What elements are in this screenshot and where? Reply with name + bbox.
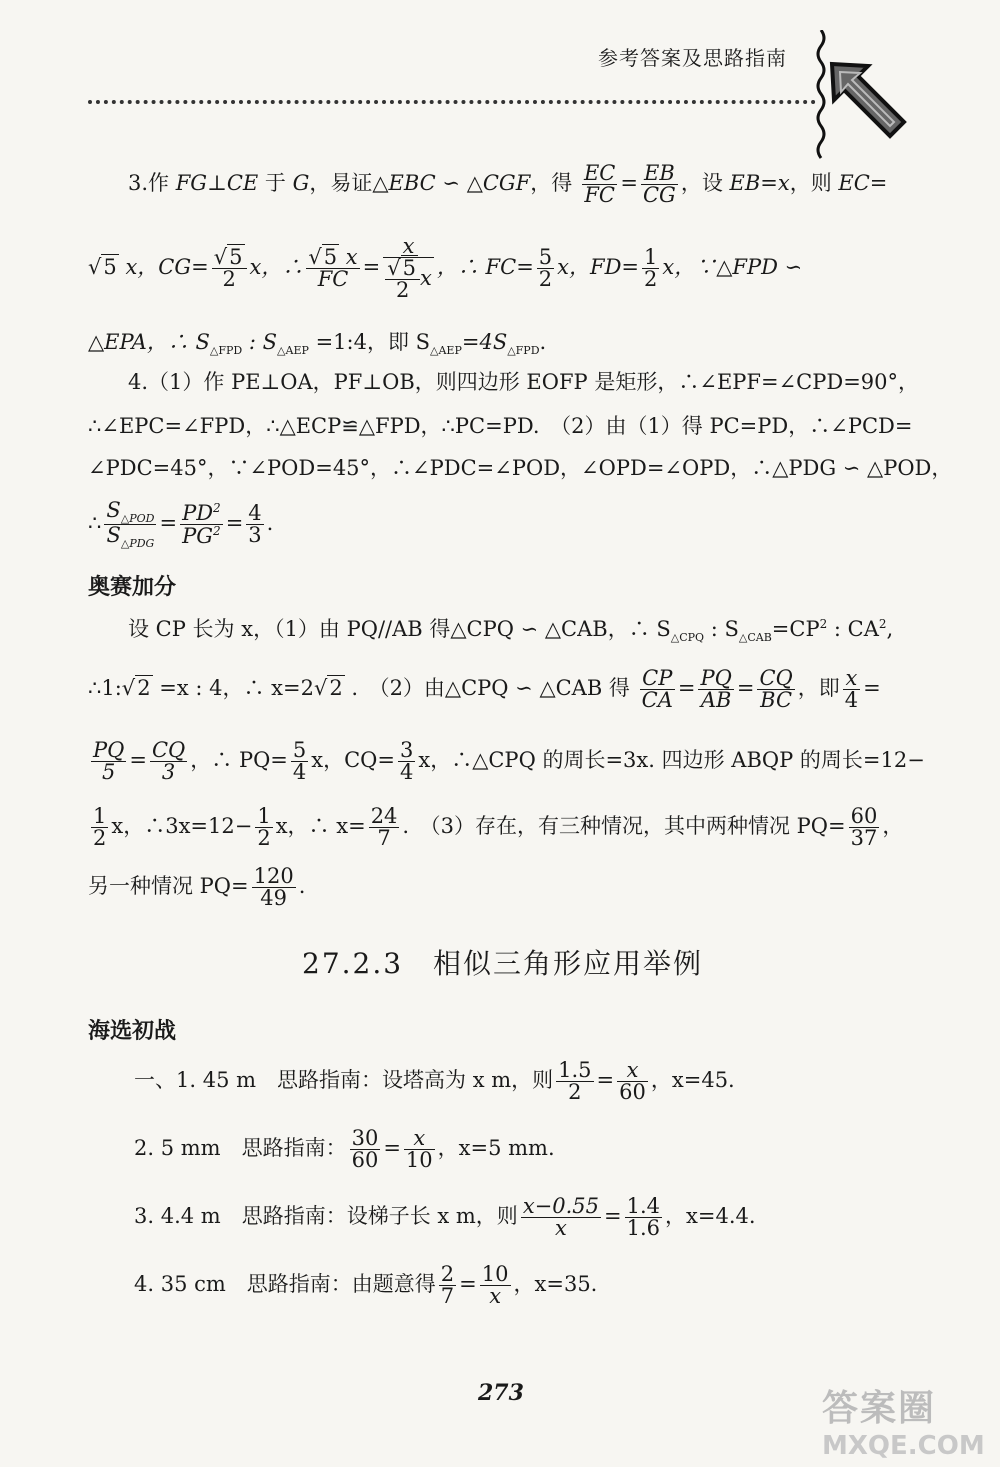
chapter-title: 27.2.3 相似三角形应用举例	[302, 947, 704, 980]
watermark-url: MXQE.COM	[822, 1431, 985, 1461]
olympiad-line-4: $\frac{1}{2}$ x，∴3x=12− $\frac{1}{2}$ x，∴ x= $\frac{24}{7}$ . （3）存在，有三种情况，其中两种情况 PQ= $\frac{60}{37}$ ，	[93, 804, 904, 850]
watermark-text: 答案圈	[822, 1388, 937, 1429]
olympiad-line-5: 另一种情况 PQ= $\frac{120}{49}$ .	[88, 864, 306, 910]
section-olympiad-heading: 奥赛加分	[88, 575, 177, 600]
q3-line-1: 3.作 FG⊥CE 于 G，易证△EBC ∽ △CGF，得 $\frac{EC}{FC}$ = $\frac{EB}{CG}$ ，设 EB=x，则 EC=	[128, 161, 888, 207]
section-sea-heading: 海选初战	[88, 1019, 177, 1044]
q3-line-2: √5 x，CG= $\frac{√5}{2}$ x，∴ $\frac{√5 x}{FC}$ = x $\frac{√5}{2}$ x ，∴ FC= $\frac{5}{2}$ x，FD= $\frac{1}{2}$ x，∵△FPD ∽	[88, 234, 803, 302]
header-divider	[88, 100, 816, 104]
q4-line-1: 4.（1）作 PE⊥OA，PF⊥OB，则四边形 EOFP 是矩形，∴∠EPF=∠CPD=90°，	[128, 370, 920, 394]
arrow-logo-icon	[828, 60, 908, 140]
watermark-logo	[822, 1380, 985, 1461]
sea-answer-1: 一、1. 45 m 思路指南：设塔高为 x m，则 $\frac{1.5}{2}$ = $\frac{x}{60}$ ，x=45.	[134, 1058, 735, 1104]
wave-ornament	[814, 30, 828, 160]
page-number: 273	[478, 1380, 524, 1406]
header-title: 参考答案及思路指南	[598, 46, 787, 70]
olympiad-line-2: ∴1:√2 =x : 4，∴ x=2√2 . （2）由△CPQ ∽ △CAB 得 $\frac{CP}{CA}$ = $\frac{PQ}{AB}$ = $\frac{CQ}{BC}$ ，即 $\frac{x}{4}$ =	[88, 666, 881, 712]
q4-line-3: ∠PDC=45°，∵∠POD=45°，∴∠PDC=∠POD，∠OPD=∠OPD，∴△PDG ∽ △POD，	[88, 456, 953, 480]
q4-line-4: ∴ $\frac{S_{\triangle POD}}{S_{\triangle PDG}}$ = $\frac{PD^2}{PG^2}$ = $\frac{4}{3}$ .	[88, 498, 274, 551]
q4-line-2: ∴∠EPC=∠FPD，∴△ECP≌△FPD，∴PC=PD. （2）由（1）得 PC=PD，∴∠PCD=	[88, 414, 913, 438]
olympiad-line-1: 设 CP 长为 x，（1）由 PQ//AB 得△CPQ ∽ △CAB，∴ $S_{\triangle CPQ}$ : $S_{\triangle CAB}=CP^2$ : $CA^2$,	[128, 617, 894, 645]
sea-answer-2: 2. 5 mm 思路指南： $\frac{30}{60}$ = $\frac{x}{10}$ ，x=5 mm.	[134, 1126, 555, 1172]
olympiad-line-3: $\frac{PQ}{5}$ = $\frac{CQ}{3}$ ，∴ PQ= $\frac{5}{4}$ x，CQ= $\frac{3}{4}$ x，∴△CPQ 的周长=3x. 四边形 ABQP 的周长=12−	[93, 738, 925, 784]
sea-answer-4: 4. 35 cm 思路指南：由题意得 $\frac{2}{7}$ = $\frac{10}{x}$ ，x=35.	[134, 1262, 598, 1308]
sea-answer-3: 3. 4.4 m 思路指南：设梯子长 x m，则 $\frac{x-0.55}{x}$ = $\frac{1.4}{1.6}$ ，x=4.4.	[134, 1194, 756, 1240]
q3-line-3: △EPA，∴ $S_{\triangle FPD}$ : $S_{\triangle AEP}$ =1:4，即 $S_{\triangle AEP}=4S_{\triangle FPD}$.	[88, 330, 547, 358]
